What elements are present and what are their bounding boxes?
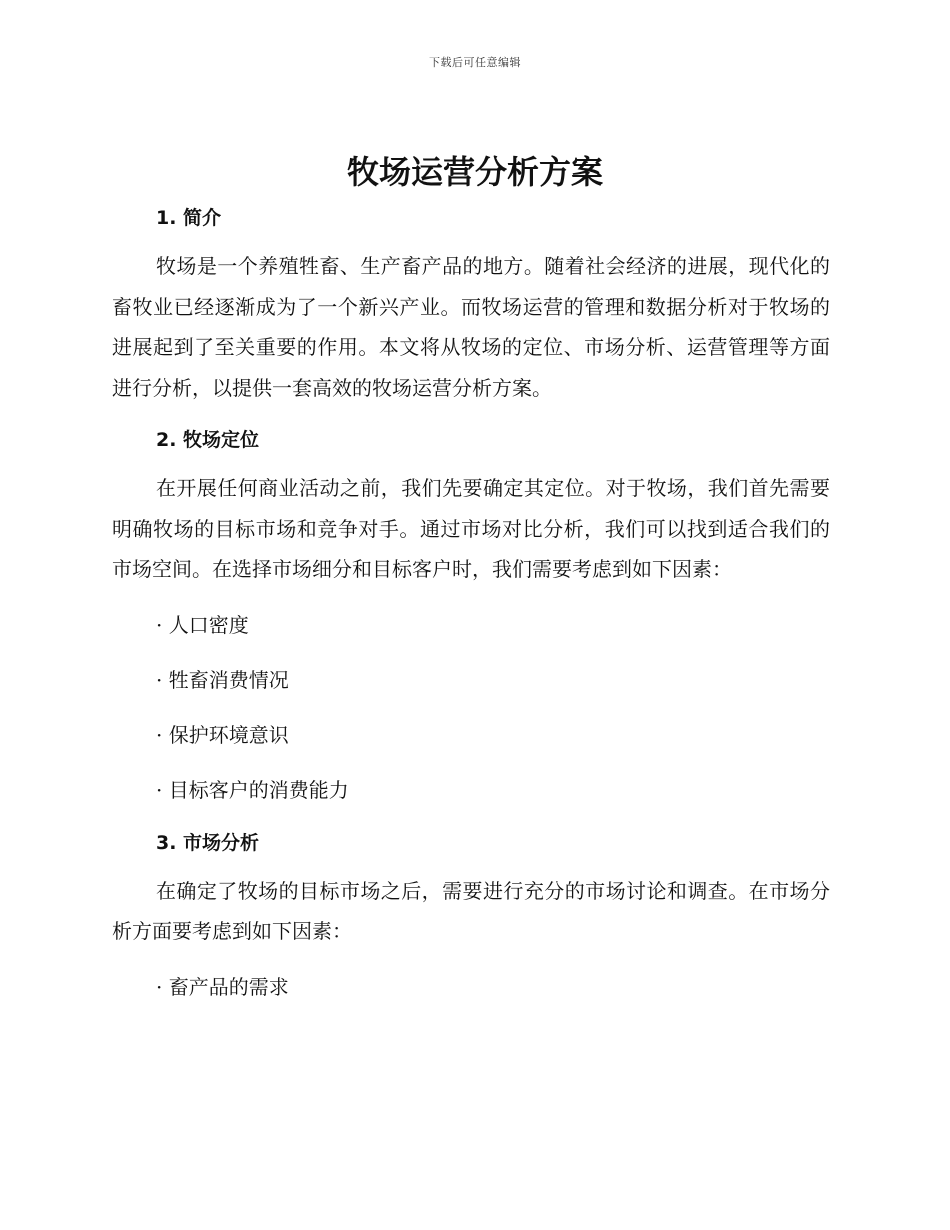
section-heading-market-analysis: 3. 市场分析 (156, 831, 260, 854)
list-item: · 牲畜消费情况 (156, 667, 289, 692)
paragraph-market-analysis: 在确定了牧场的目标市场之后，需要进行充分的市场讨论和调查。在市场分析方面要考虑到如下因素： (112, 878, 830, 943)
page-header: 下载后可任意编辑 (429, 56, 521, 69)
list-item: · 目标客户的消费能力 (156, 777, 349, 802)
document-body (112, 200, 830, 1007)
paragraph-introduction: 牧场是一个养殖牲畜、生产畜产品的地方。随着社会经济的进展，现代化的畜牧业已经逐渐成为了一个新兴产业。而牧场运营的管理和数据分析对于牧场的进展起到了至关重要的作用。本文将从牧场的定位、市场分析、运营管理等方面进行分析，以提供一套高效的牧场运营分析方案。 (112, 254, 830, 400)
section-heading-positioning: 2. 牧场定位 (156, 429, 260, 451)
list-item: · 保护环境意识 (156, 722, 289, 747)
document-title: 牧场运营分析方案 (346, 153, 603, 191)
paragraph-positioning: 在开展任何商业活动之前，我们先要确定其定位。对于牧场，我们首先需要明确牧场的目标市场和竞争对手。通过市场对比分析，我们可以找到适合我们的市场空间。在选择市场细分和目标客户时，我们需要考虑到如下因素： (112, 476, 830, 581)
list-item: · 人口密度 (156, 612, 249, 637)
section-heading-introduction: 1. 简介 (156, 207, 222, 229)
list-item: · 畜产品的需求 (156, 974, 289, 999)
